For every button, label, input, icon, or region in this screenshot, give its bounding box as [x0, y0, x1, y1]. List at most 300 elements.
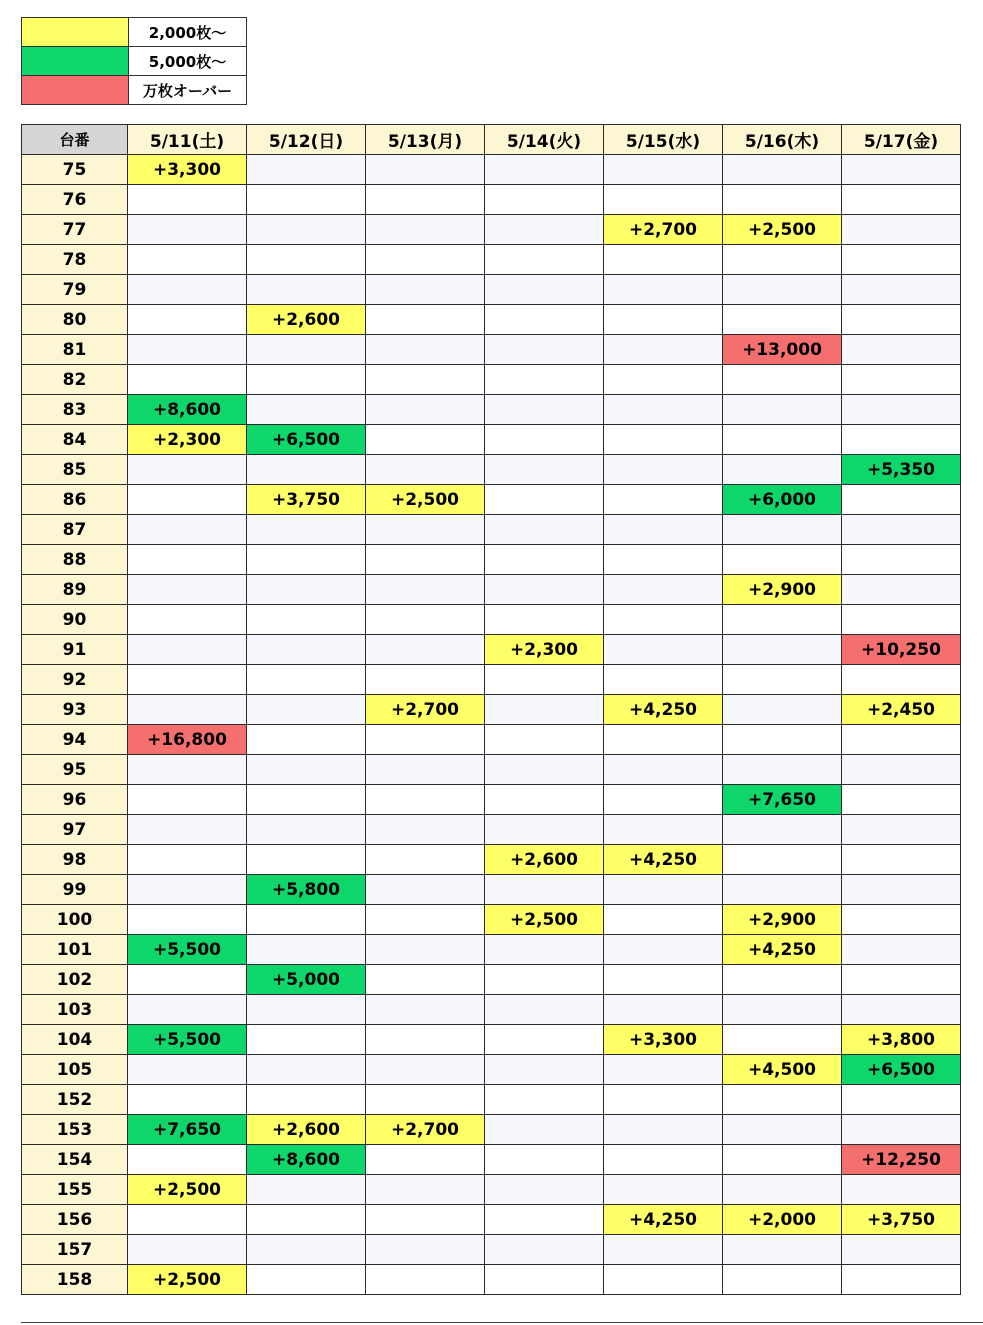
payout-cell: +4,250 — [604, 1205, 723, 1235]
payout-cell: +2,500 — [128, 1265, 247, 1295]
payout-cell — [485, 395, 604, 425]
payout-cell: +12,250 — [842, 1145, 961, 1175]
table-row — [22, 275, 961, 305]
payout-cell — [128, 815, 247, 845]
machine-number: 155 — [22, 1175, 128, 1205]
payout-cell — [842, 1115, 961, 1145]
payout-cell — [842, 575, 961, 605]
payout-cell — [247, 725, 366, 755]
payout-cell — [128, 965, 247, 995]
payout-cell — [604, 815, 723, 845]
payout-cell — [604, 275, 723, 305]
machine-number: 89 — [22, 575, 128, 605]
payout-cell: +13,000 — [723, 335, 842, 365]
payout-cell — [723, 455, 842, 485]
table-row — [22, 875, 961, 905]
payout-table — [21, 124, 961, 1295]
payout-cell — [723, 185, 842, 215]
payout-cell — [128, 785, 247, 815]
machine-number: 82 — [22, 365, 128, 395]
table-row — [22, 935, 961, 965]
payout-cell — [485, 455, 604, 485]
payout-cell — [247, 395, 366, 425]
payout-cell — [604, 545, 723, 575]
payout-cell: +3,300 — [604, 1025, 723, 1055]
header-row — [22, 125, 961, 155]
payout-cell: +2,500 — [128, 1175, 247, 1205]
payout-cell — [128, 845, 247, 875]
payout-cell — [128, 485, 247, 515]
payout-cell — [128, 605, 247, 635]
payout-cell: +2,900 — [723, 575, 842, 605]
payout-cell — [485, 1085, 604, 1115]
payout-cell — [485, 545, 604, 575]
table-row — [22, 995, 961, 1025]
table-row — [22, 905, 961, 935]
payout-cell — [247, 995, 366, 1025]
machine-number: 102 — [22, 965, 128, 995]
payout-cell — [128, 1085, 247, 1115]
payout-cell: +6,500 — [247, 425, 366, 455]
payout-cell — [723, 395, 842, 425]
payout-cell — [842, 245, 961, 275]
table-row — [22, 485, 961, 515]
table-row — [22, 725, 961, 755]
payout-cell — [723, 1235, 842, 1265]
payout-cell — [842, 545, 961, 575]
machine-number: 103 — [22, 995, 128, 1025]
table-row — [22, 395, 961, 425]
payout-cell: +5,000 — [247, 965, 366, 995]
payout-cell — [247, 905, 366, 935]
payout-cell: +3,750 — [247, 485, 366, 515]
payout-cell — [485, 1145, 604, 1175]
payout-cell: +2,000 — [723, 1205, 842, 1235]
payout-cell — [604, 665, 723, 695]
payout-cell — [247, 1085, 366, 1115]
payout-cell — [604, 755, 723, 785]
machine-number: 156 — [22, 1205, 128, 1235]
payout-cell — [842, 215, 961, 245]
legend-swatch — [22, 76, 129, 105]
payout-cell — [128, 365, 247, 395]
payout-cell — [247, 365, 366, 395]
payout-cell — [485, 305, 604, 335]
bottom-divider — [21, 1322, 983, 1323]
payout-cell — [723, 1115, 842, 1145]
table-row — [22, 845, 961, 875]
payout-cell — [247, 1055, 366, 1085]
payout-cell — [842, 1085, 961, 1115]
payout-cell — [604, 1265, 723, 1295]
payout-cell — [366, 545, 485, 575]
machine-number: 78 — [22, 245, 128, 275]
payout-cell — [366, 575, 485, 605]
payout-cell: +16,800 — [128, 725, 247, 755]
payout-cell — [485, 365, 604, 395]
table-row — [22, 1145, 961, 1175]
payout-cell: +2,600 — [247, 1115, 366, 1145]
payout-cell — [604, 305, 723, 335]
payout-cell — [723, 725, 842, 755]
payout-cell — [842, 1235, 961, 1265]
payout-cell — [128, 1145, 247, 1175]
table-row — [22, 1175, 961, 1205]
payout-cell — [366, 275, 485, 305]
table-row — [22, 215, 961, 245]
payout-cell — [247, 245, 366, 275]
payout-cell — [366, 755, 485, 785]
payout-cell — [128, 245, 247, 275]
payout-cell — [366, 1175, 485, 1205]
machine-number: 153 — [22, 1115, 128, 1145]
payout-cell — [366, 425, 485, 455]
date-header: 5/13(月) — [366, 125, 485, 155]
table-row — [22, 1085, 961, 1115]
machine-number: 79 — [22, 275, 128, 305]
table-row — [22, 455, 961, 485]
payout-cell — [247, 455, 366, 485]
payout-cell — [366, 305, 485, 335]
payout-cell — [128, 185, 247, 215]
payout-cell — [366, 845, 485, 875]
payout-cell — [247, 335, 366, 365]
payout-cell — [723, 815, 842, 845]
payout-cell — [247, 1205, 366, 1235]
payout-cell — [604, 1115, 723, 1145]
payout-cell: +6,000 — [723, 485, 842, 515]
payout-cell — [247, 545, 366, 575]
payout-cell — [128, 1055, 247, 1085]
payout-cell: +2,900 — [723, 905, 842, 935]
payout-cell — [723, 1025, 842, 1055]
payout-cell: +2,300 — [128, 425, 247, 455]
payout-cell: +5,500 — [128, 935, 247, 965]
payout-cell — [485, 1175, 604, 1205]
payout-cell: +4,250 — [604, 695, 723, 725]
payout-cell — [485, 215, 604, 245]
machine-number: 83 — [22, 395, 128, 425]
legend-row — [22, 76, 247, 105]
payout-cell — [366, 875, 485, 905]
machine-number: 100 — [22, 905, 128, 935]
payout-cell — [247, 1025, 366, 1055]
date-header: 5/11(土) — [128, 125, 247, 155]
payout-cell — [723, 845, 842, 875]
payout-cell — [604, 635, 723, 665]
payout-cell — [366, 245, 485, 275]
payout-cell — [723, 875, 842, 905]
payout-cell: +2,450 — [842, 695, 961, 725]
date-header: 5/17(金) — [842, 125, 961, 155]
machine-number: 86 — [22, 485, 128, 515]
machine-number: 158 — [22, 1265, 128, 1295]
table-row — [22, 605, 961, 635]
machine-number: 96 — [22, 785, 128, 815]
payout-cell: +2,500 — [366, 485, 485, 515]
payout-cell: +3,300 — [128, 155, 247, 185]
payout-cell: +8,600 — [128, 395, 247, 425]
payout-cell — [723, 1145, 842, 1175]
payout-cell — [485, 755, 604, 785]
machine-number: 157 — [22, 1235, 128, 1265]
table-row — [22, 815, 961, 845]
payout-cell — [723, 305, 842, 335]
payout-cell — [128, 665, 247, 695]
payout-cell — [842, 275, 961, 305]
payout-cell — [842, 875, 961, 905]
payout-cell — [604, 1175, 723, 1205]
payout-cell — [723, 425, 842, 455]
table-row — [22, 635, 961, 665]
date-header: 5/12(日) — [247, 125, 366, 155]
payout-cell: +7,650 — [128, 1115, 247, 1145]
payout-cell — [366, 1145, 485, 1175]
payout-cell: +3,800 — [842, 1025, 961, 1055]
payout-cell — [842, 995, 961, 1025]
payout-cell — [485, 1235, 604, 1265]
legend-label: 2,000枚～ — [129, 18, 247, 47]
payout-cell — [247, 1265, 366, 1295]
payout-cell — [366, 365, 485, 395]
legend-row — [22, 47, 247, 76]
payout-cell — [604, 335, 723, 365]
payout-cell — [247, 935, 366, 965]
table-row — [22, 425, 961, 455]
date-header: 5/14(火) — [485, 125, 604, 155]
payout-cell — [366, 1265, 485, 1295]
payout-cell — [485, 665, 604, 695]
payout-cell: +2,500 — [485, 905, 604, 935]
payout-cell — [247, 695, 366, 725]
machine-number: 95 — [22, 755, 128, 785]
table-row — [22, 185, 961, 215]
machine-number-header: 台番 — [22, 125, 128, 155]
payout-cell — [485, 275, 604, 305]
payout-cell — [842, 365, 961, 395]
payout-cell — [128, 1235, 247, 1265]
payout-cell: +5,350 — [842, 455, 961, 485]
payout-cell — [723, 515, 842, 545]
payout-cell — [366, 335, 485, 365]
table-row — [22, 245, 961, 275]
payout-cell — [604, 575, 723, 605]
payout-cell — [247, 1235, 366, 1265]
payout-cell — [604, 425, 723, 455]
payout-cell — [842, 845, 961, 875]
payout-cell — [128, 635, 247, 665]
date-header: 5/16(木) — [723, 125, 842, 155]
payout-cell — [366, 605, 485, 635]
table-row — [22, 365, 961, 395]
machine-number: 91 — [22, 635, 128, 665]
payout-cell: +5,500 — [128, 1025, 247, 1055]
machine-number: 101 — [22, 935, 128, 965]
payout-cell — [842, 335, 961, 365]
payout-cell — [485, 425, 604, 455]
payout-cell — [366, 1055, 485, 1085]
payout-cell — [842, 605, 961, 635]
payout-cell — [604, 605, 723, 635]
payout-cell — [485, 1205, 604, 1235]
payout-cell — [604, 245, 723, 275]
table-row — [22, 1235, 961, 1265]
table-row — [22, 755, 961, 785]
payout-cell — [128, 995, 247, 1025]
table-row — [22, 1025, 961, 1055]
payout-cell — [366, 725, 485, 755]
payout-cell — [604, 455, 723, 485]
payout-cell — [842, 815, 961, 845]
table-row — [22, 1265, 961, 1295]
payout-cell — [485, 245, 604, 275]
table-row — [22, 545, 961, 575]
payout-cell — [247, 1175, 366, 1205]
payout-cell: +2,300 — [485, 635, 604, 665]
date-header: 5/15(水) — [604, 125, 723, 155]
payout-cell — [366, 935, 485, 965]
payout-cell — [485, 875, 604, 905]
machine-number: 76 — [22, 185, 128, 215]
payout-cell — [604, 785, 723, 815]
payout-cell — [366, 185, 485, 215]
payout-cell: +3,750 — [842, 1205, 961, 1235]
table-row — [22, 965, 961, 995]
payout-cell — [247, 635, 366, 665]
payout-cell — [247, 515, 366, 545]
payout-cell — [842, 665, 961, 695]
payout-cell — [366, 635, 485, 665]
payout-cell — [604, 185, 723, 215]
payout-cell: +5,800 — [247, 875, 366, 905]
payout-cell — [842, 425, 961, 455]
payout-cell — [604, 995, 723, 1025]
payout-cell — [723, 695, 842, 725]
payout-cell — [842, 515, 961, 545]
payout-cell — [604, 155, 723, 185]
payout-cell — [366, 1235, 485, 1265]
machine-number: 93 — [22, 695, 128, 725]
payout-cell — [247, 275, 366, 305]
payout-cell — [842, 155, 961, 185]
payout-cell — [128, 875, 247, 905]
payout-cell: +2,700 — [604, 215, 723, 245]
payout-cell — [366, 395, 485, 425]
payout-cell — [723, 635, 842, 665]
machine-number: 81 — [22, 335, 128, 365]
machine-number: 104 — [22, 1025, 128, 1055]
payout-cell — [485, 965, 604, 995]
payout-cell — [604, 365, 723, 395]
payout-cell — [366, 215, 485, 245]
payout-cell: +4,250 — [604, 845, 723, 875]
payout-cell — [723, 275, 842, 305]
payout-cell — [723, 755, 842, 785]
payout-cell — [604, 1235, 723, 1265]
payout-cell — [128, 455, 247, 485]
table-row — [22, 1055, 961, 1085]
payout-cell — [366, 1085, 485, 1115]
table-row — [22, 1205, 961, 1235]
payout-cell — [604, 905, 723, 935]
payout-cell — [604, 515, 723, 545]
payout-cell: +10,250 — [842, 635, 961, 665]
payout-cell — [485, 785, 604, 815]
payout-cell — [485, 605, 604, 635]
payout-cell: +2,700 — [366, 1115, 485, 1145]
payout-cell — [604, 965, 723, 995]
payout-cell — [247, 605, 366, 635]
payout-cell — [485, 1115, 604, 1145]
payout-cell — [842, 1265, 961, 1295]
payout-cell — [366, 905, 485, 935]
legend-row — [22, 18, 247, 47]
payout-cell — [485, 485, 604, 515]
payout-cell — [723, 995, 842, 1025]
table-row — [22, 575, 961, 605]
payout-cell — [842, 1175, 961, 1205]
payout-cell — [723, 1265, 842, 1295]
payout-cell — [604, 485, 723, 515]
payout-cell: +2,500 — [723, 215, 842, 245]
payout-cell — [366, 665, 485, 695]
legend-swatch — [22, 47, 129, 76]
table-row — [22, 305, 961, 335]
table-row — [22, 695, 961, 725]
payout-cell: +7,650 — [723, 785, 842, 815]
payout-cell — [128, 275, 247, 305]
machine-number: 152 — [22, 1085, 128, 1115]
payout-cell — [247, 815, 366, 845]
payout-cell: +2,600 — [247, 305, 366, 335]
payout-cell — [247, 575, 366, 605]
payout-cell — [723, 605, 842, 635]
machine-number: 92 — [22, 665, 128, 695]
payout-cell — [485, 1055, 604, 1085]
payout-cell — [842, 965, 961, 995]
machine-number: 98 — [22, 845, 128, 875]
payout-cell — [366, 995, 485, 1025]
payout-cell — [842, 785, 961, 815]
payout-cell — [604, 1085, 723, 1115]
payout-cell — [247, 665, 366, 695]
legend — [21, 17, 247, 105]
machine-number: 97 — [22, 815, 128, 845]
payout-cell — [604, 725, 723, 755]
payout-cell — [485, 1025, 604, 1055]
payout-cell — [485, 185, 604, 215]
machine-number: 87 — [22, 515, 128, 545]
machine-number: 84 — [22, 425, 128, 455]
payout-cell — [366, 455, 485, 485]
payout-cell — [604, 1145, 723, 1175]
table-row — [22, 335, 961, 365]
payout-cell: +2,600 — [485, 845, 604, 875]
payout-cell — [604, 875, 723, 905]
payout-cell — [604, 1055, 723, 1085]
payout-cell — [247, 755, 366, 785]
payout-cell — [842, 395, 961, 425]
payout-cell — [485, 935, 604, 965]
payout-cell — [128, 905, 247, 935]
payout-cell — [842, 725, 961, 755]
payout-cell — [366, 1205, 485, 1235]
table-row — [22, 155, 961, 185]
machine-number: 154 — [22, 1145, 128, 1175]
payout-cell — [128, 575, 247, 605]
payout-cell — [366, 965, 485, 995]
payout-cell — [366, 815, 485, 845]
